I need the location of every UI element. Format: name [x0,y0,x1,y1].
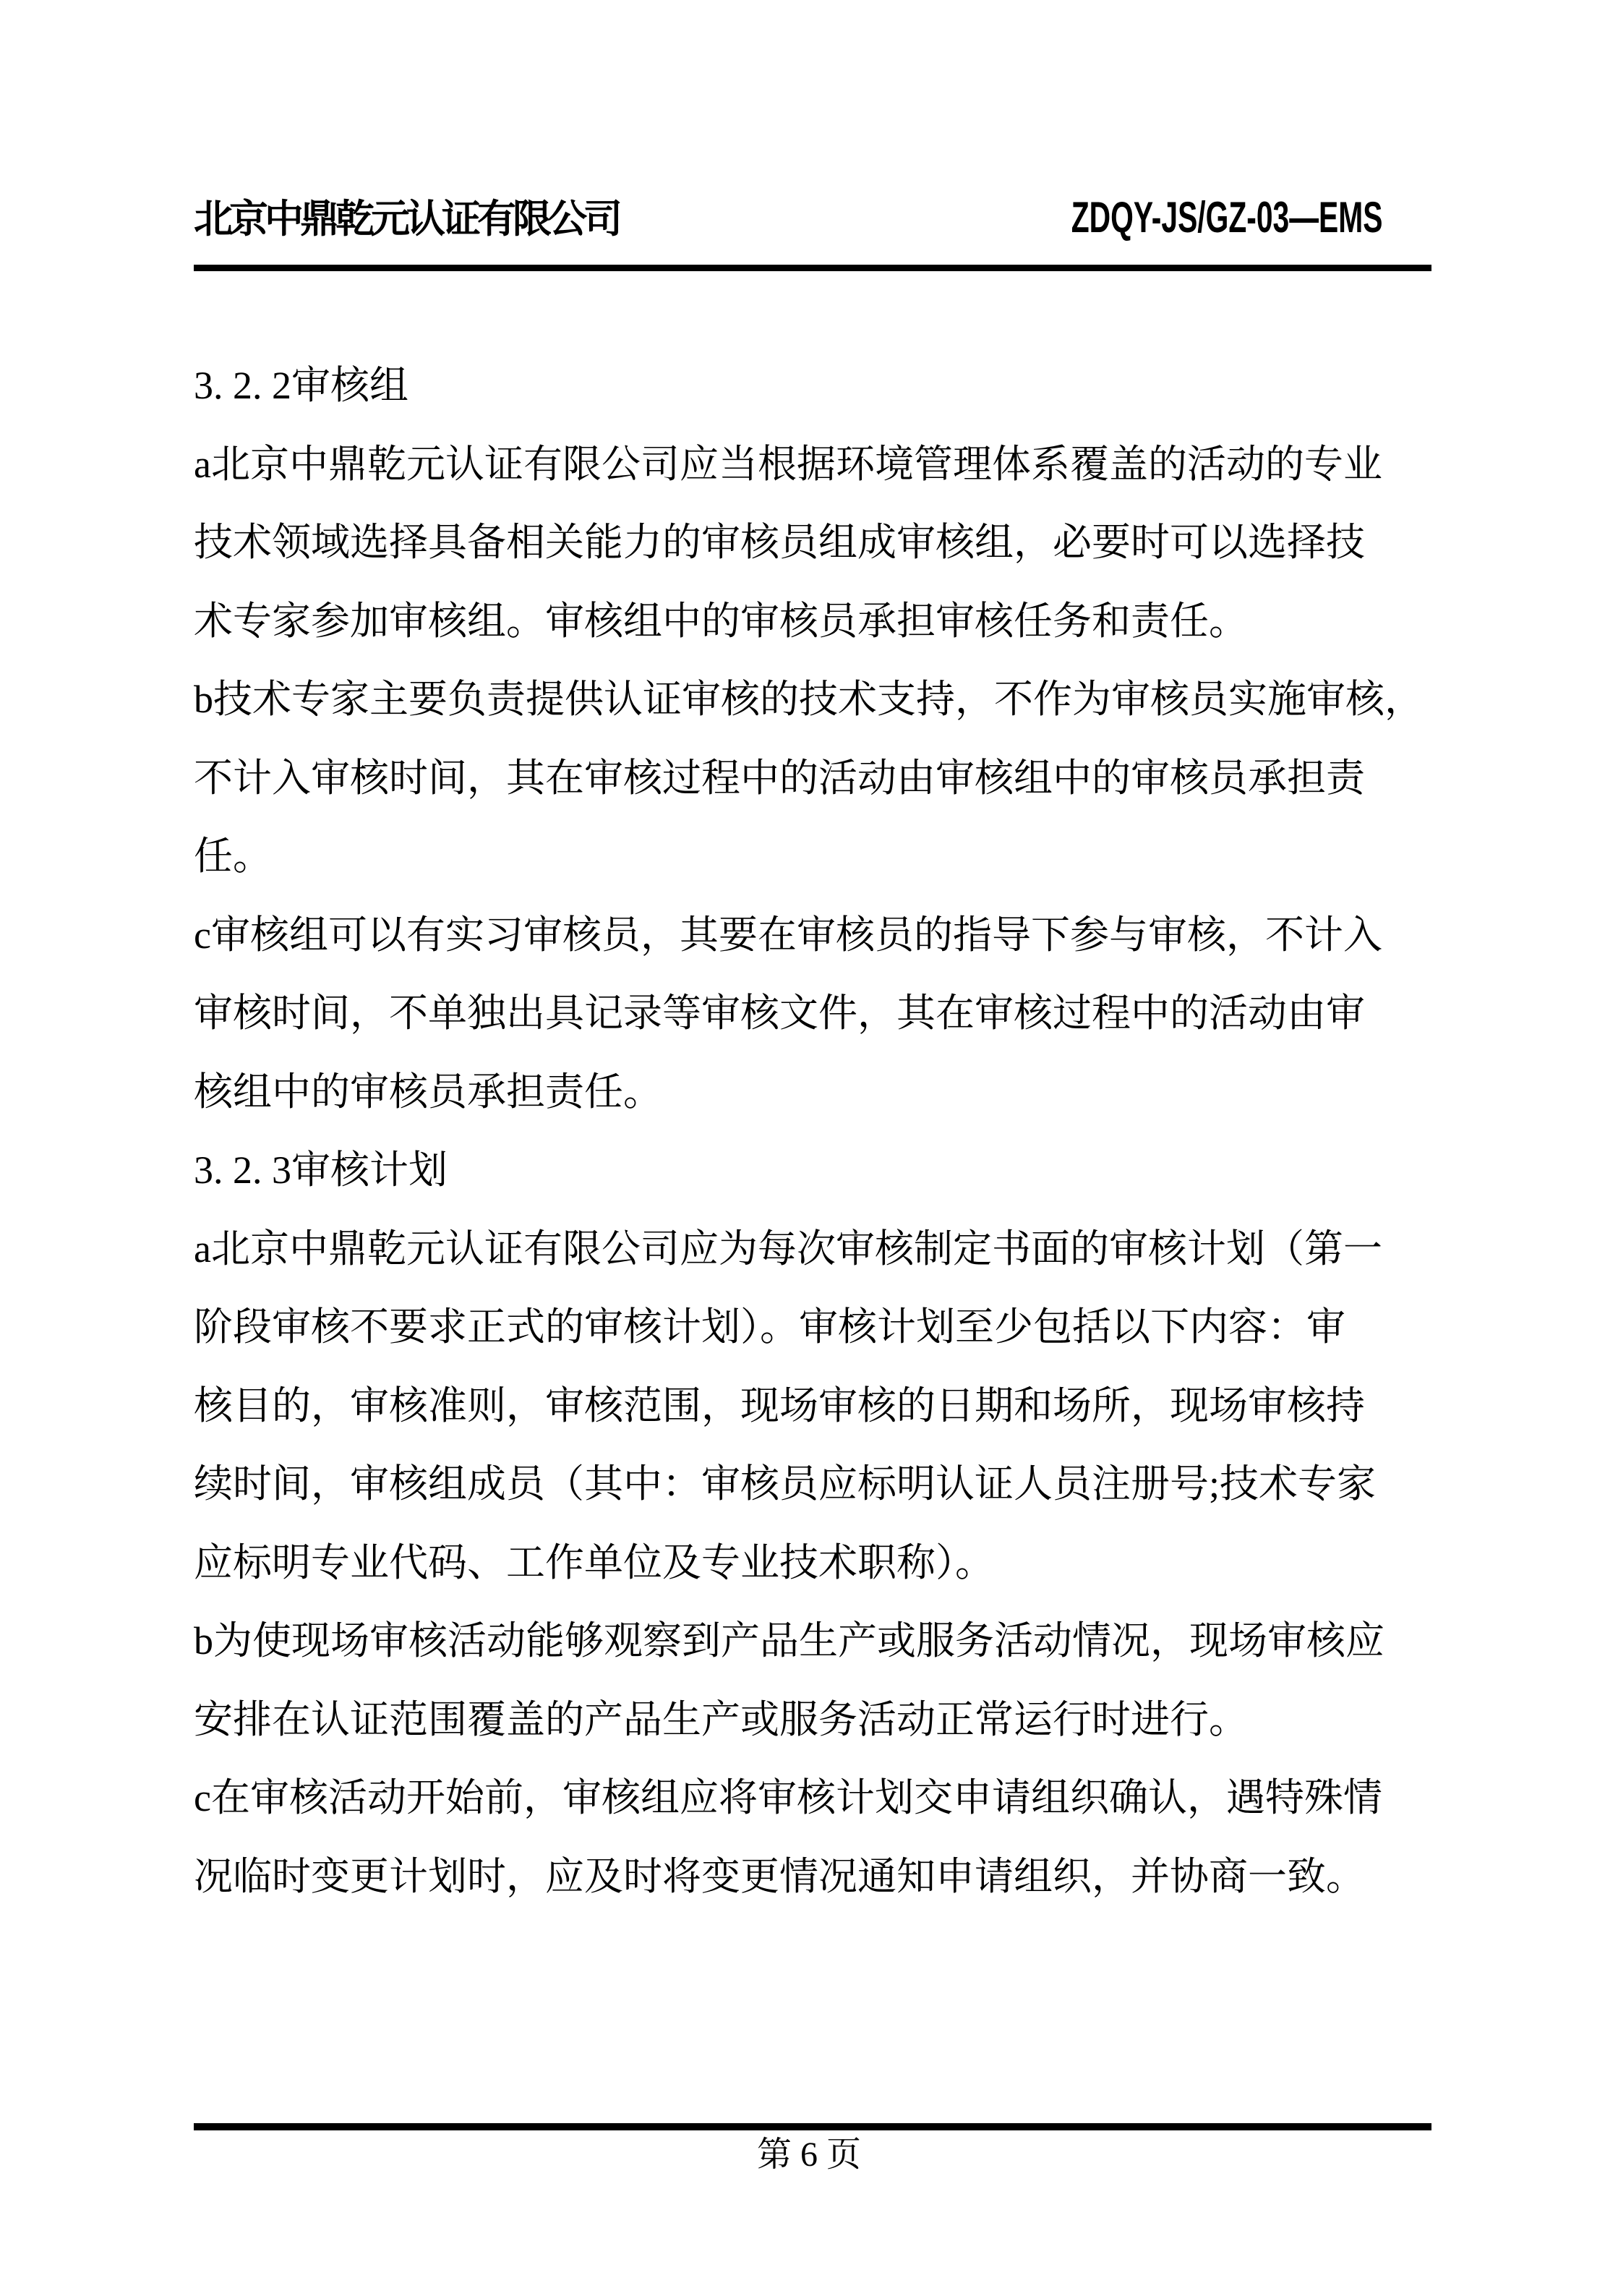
paragraph-line: 况临时变更计划时，应及时将变更情况通知申请组织，并协商一致。 [194,1854,1365,1898]
section-heading: 3. 2. 2审核组 [194,364,408,407]
footer-divider [194,2123,1431,2130]
paragraph-line: b为使现场审核活动能够观察到产品生产或服务活动情况，现场审核应 [194,1619,1384,1663]
paragraph-line: 续时间，审核组成员（其中：审核员应标明认证人员注册号;技术专家 [194,1462,1377,1506]
company-name: 北京中鼎乾元认证有限公司 [194,197,619,241]
page-number: 第 6 页 [756,2135,861,2174]
paragraph-line: 安排在认证范围覆盖的产品生产或服务活动正常运行时进行。 [194,1697,1248,1741]
paragraph-line: 核目的，审核准则，审核范围，现场审核的日期和场所，现场审核持 [194,1383,1365,1427]
section-heading: 3. 2. 3审核计划 [194,1148,448,1192]
paragraph-line: a北京中鼎乾元认证有限公司应为每次审核制定书面的审核计划（第一 [194,1226,1382,1271]
paragraph-line: c在审核活动开始前，审核组应将审核计划交申请组织确认，遇特殊情 [194,1776,1382,1819]
page-header [194,192,1430,244]
document-code: ZDQY-JS/GZ-03—EMS [1071,193,1382,242]
paragraph-line: 应标明专业代码、工作单位及专业技术职称）。 [194,1540,994,1584]
paragraph-line: 术专家参加审核组。审核组中的审核员承担审核任务和责任。 [194,599,1248,643]
paragraph-line: 技术领域选择具备相关能力的审核员组成审核组，必要时可以选择技 [194,521,1365,564]
paragraph-line: 不计入审核时间，其在审核过程中的活动由审核组中的审核员承担责 [194,756,1365,800]
paragraph-line: b技术专家主要负责提供认证审核的技术支持，不作为审核员实施审核， [194,678,1424,721]
paragraph-line: 核组中的审核员承担责任。 [194,1070,662,1114]
paragraph-line: 阶段审核不要求正式的审核计划）。审核计划至少包括以下内容：审 [194,1305,1345,1349]
header-divider [194,265,1431,271]
document-body [194,346,1431,1916]
page-footer [0,2133,1618,2177]
paragraph-line: 任。 [194,835,272,878]
paragraph-line: 审核时间，不单独出具记录等审核文件，其在审核过程中的活动由审 [194,991,1365,1035]
paragraph-line: a北京中鼎乾元认证有限公司应当根据环境管理体系覆盖的活动的专业 [194,442,1382,486]
paragraph-line: c审核组可以有实习审核员，其要在审核员的指导下参与审核，不计入 [194,913,1382,957]
